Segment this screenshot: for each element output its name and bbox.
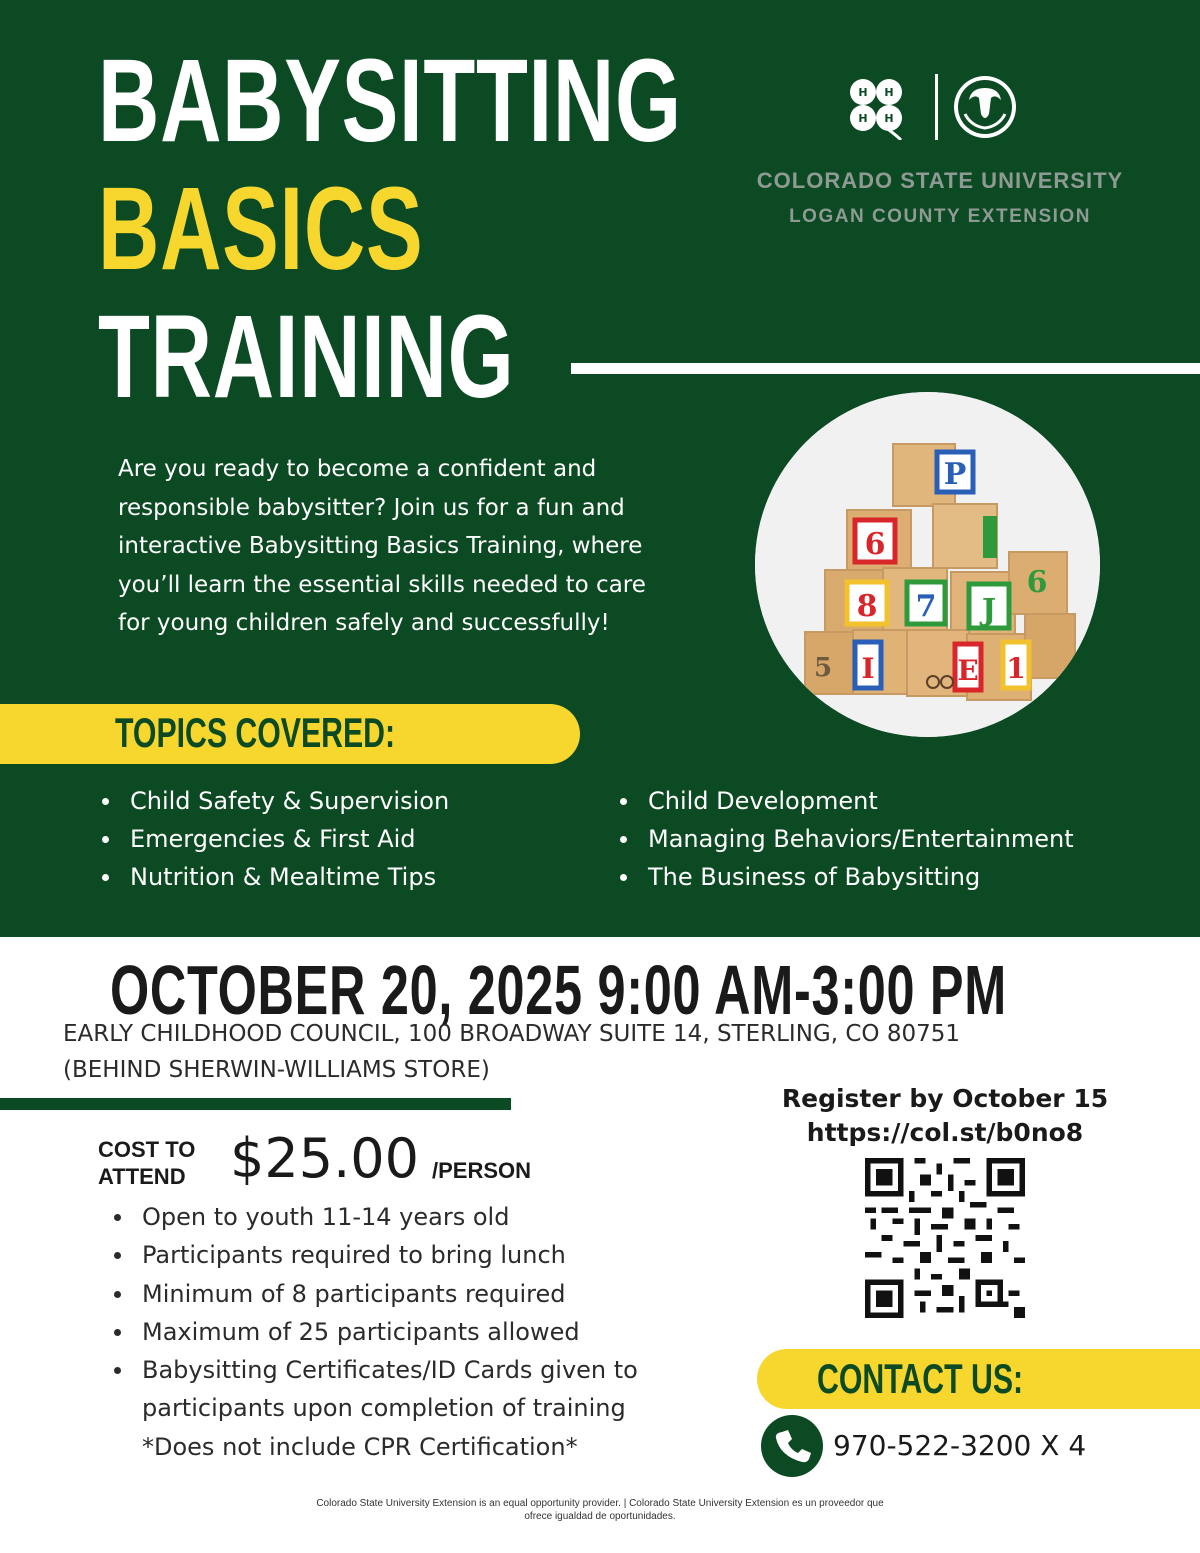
cost-unit: /PERSON — [432, 1158, 532, 1183]
footer-line-1: Colorado State University Extension is an equal opportunity provider. | Colorado State University Extension es un proveedor que — [316, 1498, 884, 1509]
title-line-2: BASICS — [98, 163, 424, 295]
csu-ram-icon — [954, 76, 1016, 138]
list-item: Child Safety & Supervision — [100, 782, 449, 820]
svg-text:6: 6 — [864, 527, 886, 562]
svg-text:H: H — [884, 112, 894, 125]
list-item: Minimum of 8 participants required — [112, 1275, 638, 1313]
4h-clover-icon — [850, 79, 902, 140]
alphabet-blocks-image — [755, 392, 1100, 737]
cost-label-line-2: ATTEND — [98, 1164, 186, 1189]
cost-label — [98, 1136, 195, 1190]
event-datetime: OCTOBER 20, 2025 9:00 AM-3:00 PM — [110, 951, 1007, 1029]
title-line-1: BABYSITTING — [98, 35, 682, 167]
svg-text:6: 6 — [1026, 565, 1048, 600]
csu-extension-logo — [845, 74, 1025, 140]
svg-text:P: P — [943, 457, 967, 492]
svg-text:8: 8 — [856, 589, 878, 624]
event-address — [63, 1016, 960, 1088]
svg-text:H: H — [858, 112, 868, 125]
svg-text:5: 5 — [813, 653, 833, 683]
phone-icon — [761, 1415, 823, 1477]
qr-code-icon[interactable] — [865, 1158, 1025, 1318]
svg-text:H: H — [884, 86, 894, 99]
list-item: Emergencies & First Aid — [100, 820, 449, 858]
contact-heading: CONTACT US: — [817, 1355, 1024, 1402]
cost-label-line-1: COST TO — [98, 1137, 196, 1162]
topics-list-left — [100, 782, 449, 896]
title-line-3: TRAINING — [98, 291, 515, 423]
list-item-note: *Does not include CPR Certification* — [142, 1432, 578, 1461]
footer-disclaimer — [250, 1497, 950, 1523]
list-item: Child Development — [618, 782, 1074, 820]
topics-list-right — [618, 782, 1074, 896]
register-link[interactable]: https://col.st/b0no8 — [806, 1118, 1084, 1147]
register-info — [745, 1082, 1145, 1150]
address-line-1: EARLY CHILDHOOD COUNCIL, 100 BROADWAY SUITE 14, STERLING, CO 80751 — [63, 1021, 960, 1047]
intro-paragraph: Are you ready to become a confident and responsible babysitter? Join us for a fun and interactive Babysitting Basics Training, where you’ll learn the essential skills needed to care for young children safely and successfully! — [118, 456, 646, 636]
list-item: The Business of Babysitting — [618, 858, 1074, 896]
svg-text:I: I — [861, 652, 875, 685]
list-item: Open to youth 11-14 years old — [112, 1198, 638, 1236]
list-item: Maximum of 25 participants allowed — [112, 1313, 638, 1351]
register-deadline: Register by October 15 — [781, 1084, 1109, 1113]
university-name: COLORADO STATE UNIVERSITY — [756, 168, 1124, 193]
address-line-2: (BEHIND SHERWIN-WILLIAMS STORE) — [63, 1057, 490, 1083]
svg-text:E: E — [957, 654, 979, 687]
cost-amount: $25.00 — [230, 1127, 419, 1190]
footer-line-2: ofrece igualdad de oportunidades. — [524, 1511, 676, 1522]
svg-text:H: H — [858, 86, 868, 99]
list-item: Babysitting Certificates/ID Cards given to — [112, 1351, 638, 1389]
contact-phone[interactable]: 970-522-3200 X 4 — [833, 1429, 1087, 1462]
list-item: Managing Behaviors/Entertainment — [618, 820, 1074, 858]
extension-name: LOGAN COUNTY EXTENSION — [789, 206, 1091, 227]
topics-heading: TOPICS COVERED: — [115, 709, 396, 756]
list-item: Participants required to bring lunch — [112, 1236, 638, 1274]
list-item-continuation: participants upon completion of training — [142, 1394, 626, 1423]
divider-rule-green — [0, 1098, 511, 1110]
svg-text:J: J — [981, 593, 997, 628]
divider-rule — [571, 363, 1200, 374]
svg-text:7: 7 — [915, 589, 937, 624]
svg-text:1: 1 — [1006, 652, 1026, 685]
details-list — [112, 1198, 638, 1466]
list-item: Nutrition & Mealtime Tips — [100, 858, 449, 896]
